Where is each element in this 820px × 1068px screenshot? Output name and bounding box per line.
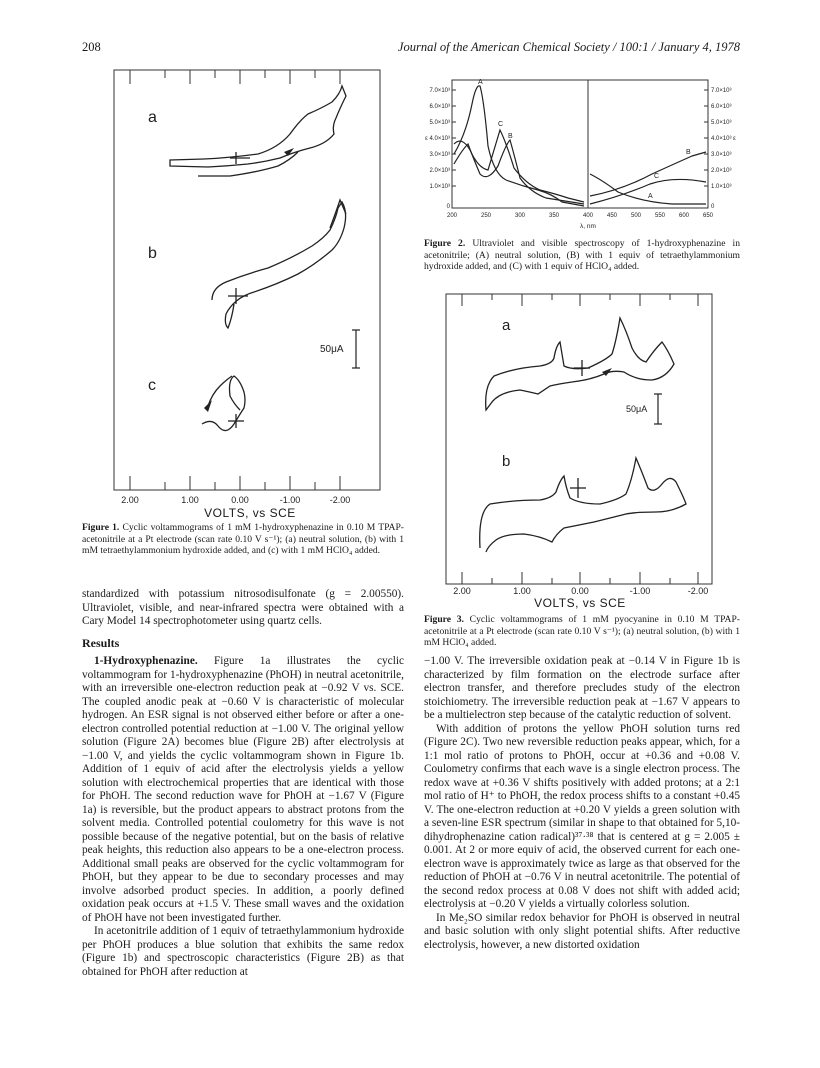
figure-2 [422, 74, 742, 234]
figure-2-xlabel: λ, nm [580, 223, 596, 230]
spectrum-curve-a-uv [454, 86, 584, 206]
x-tick-label: 650 [702, 213, 714, 219]
spectrum-curve-b-uv [454, 140, 584, 204]
x-tick-label: 400 [582, 213, 594, 219]
x-tick-label: 550 [654, 213, 666, 219]
figure-3-frame [446, 294, 712, 584]
y-tick-label: 6.0×10³ [429, 104, 450, 110]
intro-paragraph: standardized with potassium nitrosodisulfonate (g = 2.00550). Ultraviolet, visible, and near-infrared spectra were obtained with a Cary Model 14 spectrophotometer using quartz cells. [82, 588, 404, 627]
page-number: 208 [82, 40, 101, 54]
y-tick-label-right: 3.0×10³ [711, 152, 732, 158]
panel-label-b: b [502, 453, 511, 470]
panel-label-a: a [502, 317, 511, 334]
paragraph: 1-Hydroxyphenazine. Figure 1a illustrates the cyclic voltammogram for 1-hydroxyphenazine (PhOH) in neutral acetonitrile, with an irreversible one-electron reduction peak at −0.92 V vs. SCE. The coupled anodic peak at −0.60 V is characteristic of molecular hydrogen. An ESR signal is not observed either before or after a one-electron controlled potential reduction at −1.00 V. The original yellow solution (Figure 2A) becomes blue (Figure 2B) after electrolysis at −1.00 V, and yields the cyclic voltammogram shown in Figure 1b. Addition of 1 equiv of acid after the electrolysis yields a yellow solution with electrochemical properties that are identical with those for PhOH. The second reduction wave for PhOH at −1.67 V (Figure 1a) is reversible, but the product appears to abstract protons from the solvent media. Controlled potential coulometry for this wave is not possible because of the negative potential, but on the basis of relative peak heights, this reduction also appears to be a one-electron process. Additional small peaks are observed for the cyclic voltammogram for PhOH, but they appear to be due to secondary processes and may involve adsorbed product species. In addition, a poorly defined oxidation peak occurs at +1.5 V. These small waves and the oxidation of PhOH have not been investigated further. [82, 655, 404, 924]
figure-1 [108, 62, 408, 512]
y-tick-label: 0 [446, 204, 450, 210]
subsection-runin: 1-Hydroxyphenazine. [94, 655, 198, 667]
spectrum-curve-b-vis [590, 152, 706, 196]
voltammogram-3a [486, 318, 674, 410]
y-tick-label: 3.0×10³ [429, 152, 450, 158]
figure-2-left-frame [452, 80, 588, 208]
spectrum-curve-c-uv [454, 130, 584, 202]
x-tick-label: 1.00 [513, 586, 531, 596]
y-tick-label-right: 5.0×10³ [711, 120, 732, 126]
x-tick-label: 350 [548, 213, 560, 219]
x-tick-label: 500 [630, 213, 642, 219]
x-tick-label: 2.00 [121, 495, 139, 505]
scale-bar [352, 330, 360, 368]
y-tick-label-right: 4.0×10³ ε [711, 136, 736, 142]
x-tick-label: -2.00 [329, 495, 351, 505]
figure-1-frame [114, 70, 380, 490]
x-tick-label: 0.00 [231, 495, 249, 505]
x-tick-label: -2.00 [687, 586, 709, 596]
x-tick-label: 0.00 [571, 586, 589, 596]
y-tick-label-right: 2.0×10³ [711, 168, 732, 174]
left-column [82, 588, 404, 979]
x-tick-label: 250 [480, 213, 492, 219]
y-tick-label-right: 7.0×10³ [711, 88, 732, 94]
journal-header: Journal of the American Chemical Society / 100:1 / January 4, 1978 [397, 40, 740, 54]
voltammogram-3b [480, 458, 686, 552]
scan-direction-arrow-c [204, 400, 212, 412]
paragraph: −1.00 V. The irreversible oxidation peak at −0.14 V in Figure 1b is characterized by film formation on the electrode surface after electron transfer, and therefore precludes study of the electron stoichiometry. The irreversible reduction peak at −1.67 V appears to be a multielectron step because of the catalytic reduction of solvent. [424, 655, 740, 721]
figure-2-right-frame [588, 80, 708, 208]
y-tick-label: 5.0×10³ [429, 120, 450, 126]
paragraph: With addition of protons the yellow PhOH solution turns red (Figure 2C). Two new reversible reduction peaks appear, which, for a 1:1 mol ratio of protons to PhOH, occur at +0.36 and +0.08 V. Coulometry confirms that each wave is a single electron process. The redox wave at +0.36 V shifts positively with added protons; at a 2:1 mol ratio of H⁺ to PhOH, the redox process shifts to a constant +0.45 V. The one-electron reduction at +0.20 V yields a green solution with a seven-line ESR spectrum (similar in shape to that obtained for 5,10-dihydrophenazine cation radical)³⁷·³⁸ that is centered at g = 2.005 ± 0.001. At 2 or more equiv of acid, the observed current for each one-electron wave is approximately twice as large as that observed for the reduction of PhOH at −0.76 V in neutral acetonitrile. The potential of the second redox process at 0.08 V does not shift with added acid; electrolysis at −0.20 V yields a virtually colorless solution. [424, 722, 740, 910]
figure-1-caption: Figure 1. Cyclic voltammograms of 1 mM 1-hydroxyphenazine in 0.10 M TPAP-acetonitrile at a Pt electrode (scan rate 0.10 V s⁻¹); (a) neutral solution, (b) with 1 mM tetraethylammonium hydroxide added, and (c) with 1 mM HClO₄ added. [82, 522, 404, 557]
x-tick-label: 200 [446, 213, 458, 219]
x-tick-label: 1.00 [181, 495, 199, 505]
curve-label-b: B [508, 133, 513, 140]
x-tick-label: -1.00 [629, 586, 651, 596]
figure-2-caption: Figure 2. Ultraviolet and visible spectroscopy of 1-hydroxyphenazine in acetonitrile; (A) neutral solution, (B) with 1 equiv of tetraethylammonium hydroxide added, and (C) with 1 equiv of HClO₄ added. [424, 238, 740, 273]
figure-3-xlabel: VOLTS, vs SCE [534, 596, 626, 610]
scale-bar-label: 50μA [626, 404, 648, 414]
paragraph: In Me₂SO similar redox behavior for PhOH is observed in neutral and basic solution with only slight potential shifts. After reductive electrolysis, however, a new distorted oxidation [424, 911, 740, 951]
curve-label-b-vis: B [686, 149, 691, 156]
curve-label-c-vis: C [654, 173, 660, 180]
panel-label-a: a [148, 109, 157, 126]
paragraph: In acetonitrile addition of 1 equiv of tetraethylammonium hydroxide per PhOH produces a blue solution that exhibits the same redox (Figure 1b) and spectroscopic characteristics (Figure 2B) as that obtained for PhOH after reduction at [82, 925, 404, 978]
x-tick-label: 450 [606, 213, 618, 219]
y-tick-label: 7.0×10³ [429, 88, 450, 94]
panel-label-c: c [148, 377, 156, 394]
section-heading-results: Results [82, 635, 120, 650]
x-tick-label: 600 [678, 213, 690, 219]
x-tick-label: 300 [514, 213, 526, 219]
figure-3-caption: Figure 3. Cyclic voltammograms of 1 mM pyocyanine in 0.10 M TPAP-acetonitrile at a Pt electrode (scan rate 0.10 V s⁻¹); (a) neutral solution, (b) with 1 mM HClO₄ added. [424, 614, 740, 649]
y-tick-label: 2.0×10³ [429, 168, 450, 174]
curve-label-c: C [498, 121, 504, 128]
scale-bar-label: 50μA [320, 344, 344, 355]
x-tick-label: -1.00 [279, 495, 301, 505]
y-tick-label: 1.0×10³ [429, 184, 450, 190]
voltammogram-a [170, 86, 346, 167]
y-tick-label-right: 1.0×10³ [711, 184, 732, 190]
scale-bar-3 [654, 394, 662, 424]
figure-1-xlabel: VOLTS, vs SCE [204, 506, 296, 520]
curve-label-a-vis: A [648, 193, 653, 200]
panel-label-b: b [148, 245, 157, 262]
y-tick-label-right: 6.0×10³ [711, 104, 732, 110]
curve-label-a: A [478, 79, 483, 86]
x-tick-label: 2.00 [453, 586, 471, 596]
voltammogram-c-return [208, 376, 232, 406]
figure-3 [440, 290, 730, 596]
voltammogram-b [212, 202, 346, 328]
y-tick-label: ε 4.0×10³ [425, 136, 450, 142]
y-tick-label-right: 0 [711, 204, 715, 210]
right-column [424, 655, 740, 952]
